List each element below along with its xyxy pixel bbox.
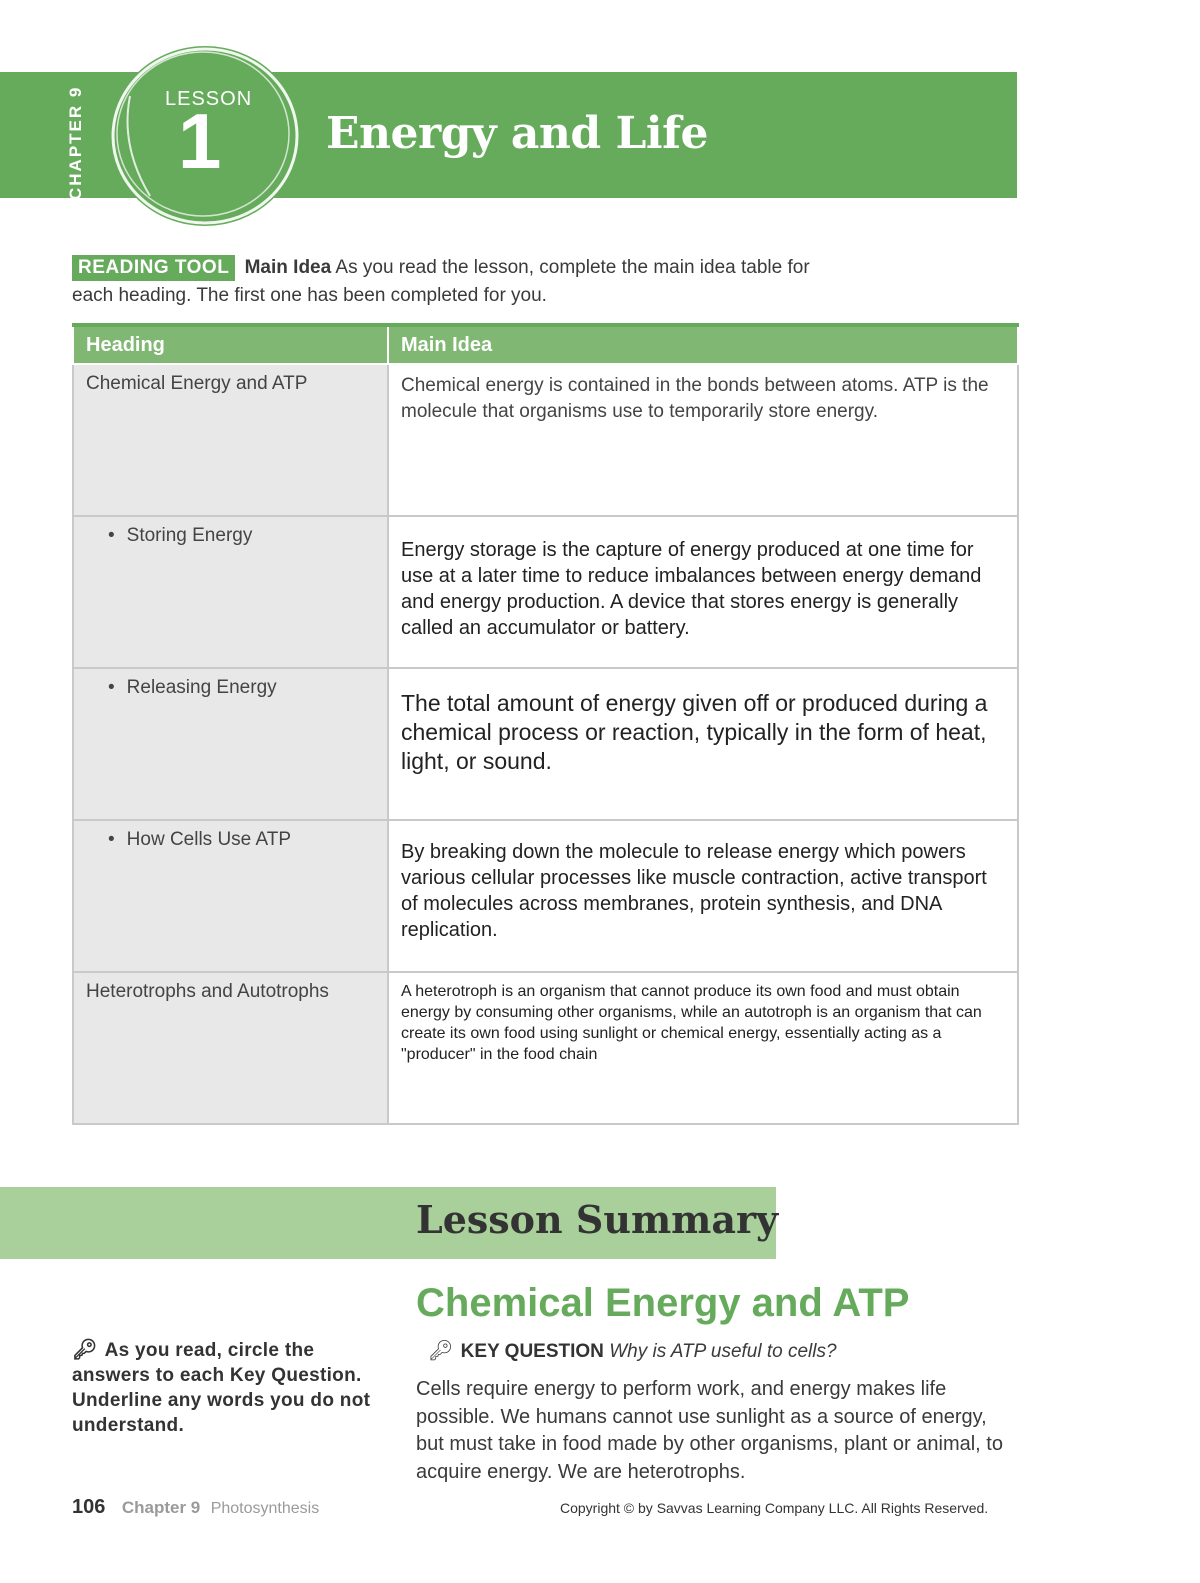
main-idea-table bbox=[72, 323, 1019, 1125]
footer-left bbox=[72, 1496, 319, 1519]
reading-tool-instructions: As you read the lesson, complete the main idea table for each heading. The first one has been completed for you. bbox=[72, 257, 810, 306]
main-idea-text: By breaking down the molecule to release energy which powers various cellular processes like muscle contraction, active transport of molecules across membranes, protein synthesis, and DNA replication. bbox=[401, 841, 987, 941]
reading-tool bbox=[72, 254, 832, 310]
main-idea-cell[interactable] bbox=[388, 972, 1018, 1124]
heading-text: • Releasing Energy bbox=[86, 677, 277, 699]
page-title: Energy and Life bbox=[326, 108, 709, 159]
heading-cell bbox=[73, 364, 388, 516]
main-idea-cell[interactable] bbox=[388, 668, 1018, 820]
main-idea-cell[interactable] bbox=[388, 820, 1018, 972]
key-icon: 🔑︎ bbox=[72, 1339, 98, 1361]
side-note bbox=[72, 1338, 372, 1438]
footer-chapter-title: Photosynthesis bbox=[210, 1500, 320, 1517]
main-idea-text: Energy storage is the capture of energy produced at one time for use at a later time to reduce imbalances between energy demand and energy production. A device that stores energy is generally called an accumulator or battery. bbox=[401, 539, 982, 639]
summary-title: Lesson Summary bbox=[416, 1197, 779, 1242]
footer-chapter: Chapter 9 bbox=[121, 1498, 201, 1517]
side-note-text: As you read, circle the answers to each Key Question. Underline any words you do not understand. bbox=[72, 1340, 371, 1436]
main-idea-text: The total amount of energy given off or produced during a chemical process or reaction, typically in the form of heat, light, or sound. bbox=[401, 690, 988, 774]
table-row bbox=[73, 972, 1018, 1124]
heading-cell bbox=[73, 972, 388, 1124]
main-idea-cell[interactable] bbox=[388, 364, 1018, 516]
main-idea-text: A heterotroph is an organism that cannot produce its own food and must obtain energy by consuming other organisms, while an autotroph is an organism that can create its own food using sunlight or chemical energy, essentially acting as a "producer" in the food chain bbox=[401, 983, 982, 1063]
summary-body: Cells require energy to perform work, and energy makes life possible. We humans cannot use sunlight as a source of energy, but must take in food made by other organisms, plant or animal, to acquire energy. We are heterotrophs. bbox=[416, 1378, 1003, 1483]
page-number: 106 bbox=[72, 1496, 106, 1518]
table-row bbox=[73, 668, 1018, 820]
lesson-number: 1 bbox=[178, 97, 222, 185]
key-question-text: Why is ATP useful to cells? bbox=[609, 1341, 837, 1362]
key-question bbox=[428, 1338, 837, 1363]
heading-text: • Storing Energy bbox=[86, 525, 252, 547]
heading-text: • How Cells Use ATP bbox=[86, 829, 291, 851]
table-row bbox=[73, 364, 1018, 516]
reading-tool-label: Main Idea bbox=[244, 257, 332, 278]
column-header-main-idea: Main Idea bbox=[388, 325, 1018, 364]
heading-cell bbox=[73, 516, 388, 668]
main-idea-text: Chemical energy is contained in the bonds between atoms. ATP is the molecule that organisms use to temporarily store energy. bbox=[401, 375, 989, 422]
copyright: Copyright © by Savvas Learning Company LLC. All Rights Reserved. bbox=[560, 1500, 989, 1516]
lesson-label: LESSON bbox=[165, 88, 253, 110]
heading-text: Chemical Energy and ATP bbox=[86, 373, 308, 394]
table-row bbox=[73, 820, 1018, 972]
heading-text: Heterotrophs and Autotrophs bbox=[86, 981, 329, 1002]
key-icon: 🔑︎ bbox=[428, 1340, 454, 1362]
chapter-label: CHAPTER 9 bbox=[66, 85, 85, 200]
key-question-label: KEY QUESTION bbox=[460, 1341, 604, 1362]
column-header-heading: Heading bbox=[73, 325, 388, 364]
table-header-row bbox=[73, 325, 1018, 364]
heading-cell bbox=[73, 820, 388, 972]
section-title: Chemical Energy and ATP bbox=[416, 1281, 910, 1325]
reading-tool-tag: READING TOOL bbox=[72, 255, 235, 281]
main-idea-cell[interactable] bbox=[388, 516, 1018, 668]
table-row bbox=[73, 516, 1018, 668]
heading-cell bbox=[73, 668, 388, 820]
